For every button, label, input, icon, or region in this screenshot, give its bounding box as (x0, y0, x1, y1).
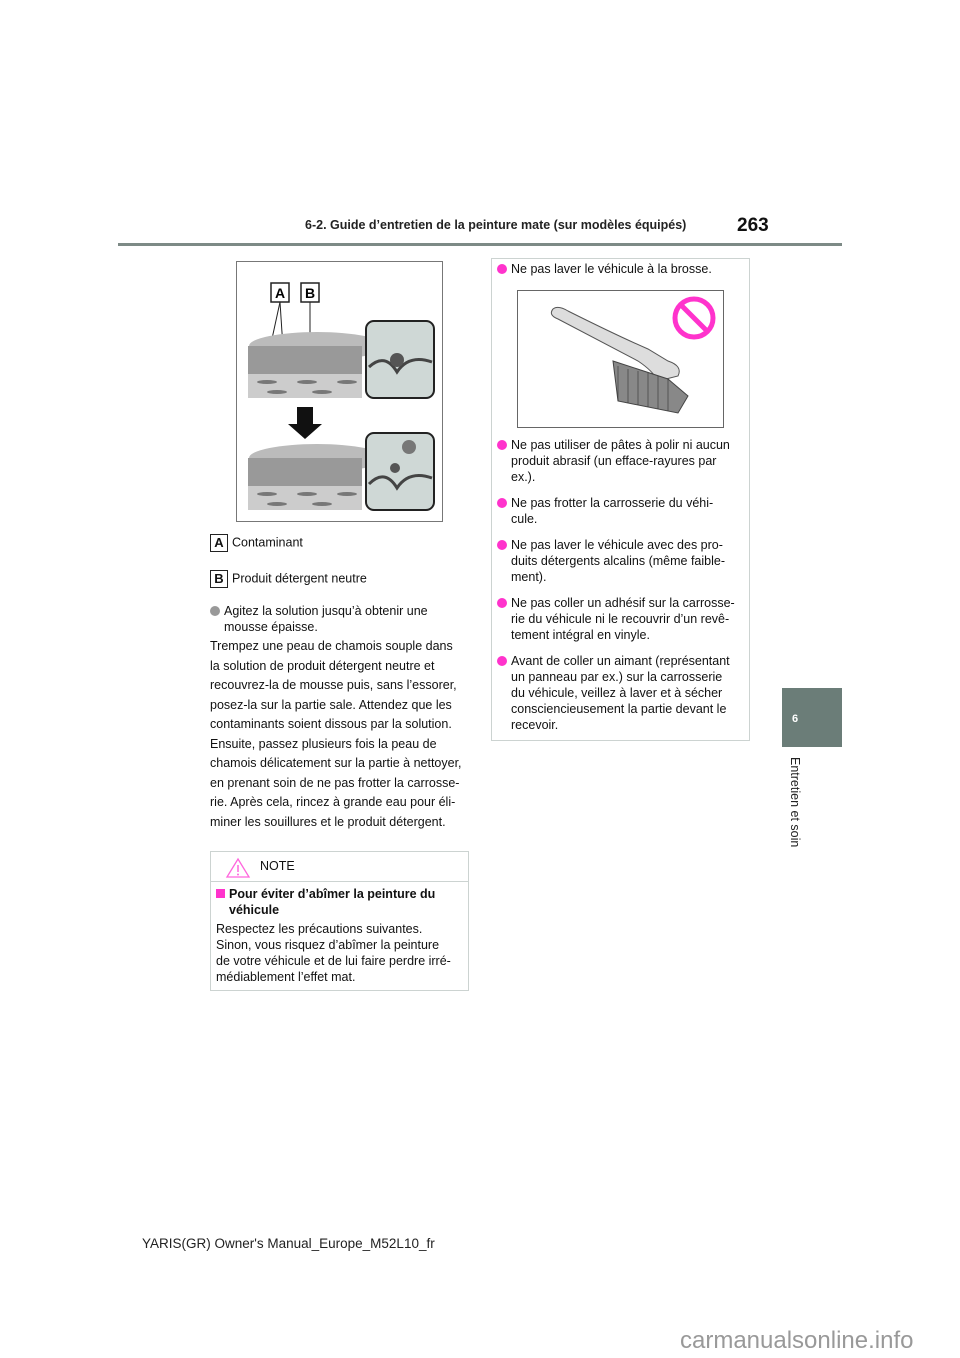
bullet-icon (497, 540, 507, 550)
precaution-item (497, 495, 713, 527)
arrow-down-icon (288, 407, 322, 439)
bullet-icon (497, 598, 507, 608)
note-heading (216, 886, 435, 918)
precaution-item (497, 437, 730, 485)
legend-text: Contaminant (232, 535, 303, 550)
bullet-text: Ne pas frotter la carrosserie du véhi- cule. (511, 496, 714, 526)
precaution-item (497, 595, 735, 643)
bullet-icon (497, 264, 507, 274)
bullet-text: Ne pas coller un adhésif sur la carrosse- rie du véhicule ni le recouvrir d’un revê- tement intégral en vinyle. (511, 596, 735, 642)
foam-cleaning-illustration (236, 261, 443, 522)
bullet-text: Avant de coller un aimant (représentant un panneau par ex.) sur la carrosserie du véhicule, veillez à laver et à sécher consciencieusement la partie devant le recevoir. (511, 654, 730, 732)
bullet-icon (497, 498, 507, 508)
legend-a (210, 534, 303, 552)
bullet-icon (210, 606, 220, 616)
bullet-icon (497, 440, 507, 450)
brush-prohibited-illustration (517, 290, 724, 428)
page-number: 263 (737, 215, 769, 236)
prohibited-icon (675, 299, 713, 337)
section-title: 6-2. Guide d’entretien de la peinture mate (sur modèles équipés) (305, 218, 687, 232)
note-box (210, 851, 469, 991)
callout-a: A (274, 285, 286, 301)
legend-b (210, 570, 367, 588)
bullet-icon (497, 656, 507, 666)
legend-key: B (210, 570, 228, 588)
note-title: NOTE (260, 859, 295, 873)
watermark: carmanualsonline.info (680, 1327, 914, 1354)
paint-layer-bottom (248, 433, 434, 510)
paint-layer-top (248, 321, 434, 398)
note-heading-text: Pour éviter d’abîmer la peinture du véhicule (229, 887, 436, 917)
left-bullet (210, 603, 470, 635)
chapter-tab[interactable]: 6 (782, 688, 842, 747)
precaution-item (497, 261, 712, 277)
footer-manual-id: YARIS(GR) Owner's Manual_Europe_M52L10_fr (142, 1236, 435, 1251)
header-rule (118, 243, 842, 246)
bullet-text: Ne pas laver le véhicule à la brosse. (511, 262, 712, 276)
precaution-item (497, 537, 725, 585)
note-body: Respectez les précautions suivantes. Sinon, vous risquez d’abîmer la peinture de votre véhicule et de lui faire perdre irré- médiablement l’effet mat. (216, 922, 451, 984)
square-bullet-icon (216, 889, 225, 898)
chapter-label: Entretien et soin (788, 757, 802, 848)
instruction-paragraph: Trempez une peau de chamois souple dans la solution de produit détergent neutre et recouvrez-la de mousse puis, sans l’essorer, posez-la sur la partie sale. Attendez que les contaminants soient dissous par la solution. Ensuite, passez plusieurs fois la peau de chamois délicatement sur la partie à nettoyer, en prenant soin de ne pas frotter la carrosse- rie. Après cela, rincez à grande eau pour éli- miner les souillures et le produit détergent. (210, 639, 462, 829)
bullet-text: Ne pas laver le véhicule avec des pro- duits détergents alcalins (même faible- ment). (511, 538, 725, 584)
precaution-item (497, 653, 730, 733)
bullet-text: Ne pas utiliser de pâtes à polir ni aucun produit abrasif (un efface-rayures par ex.). (511, 438, 730, 484)
legend-key: A (210, 534, 228, 552)
legend-text: Produit détergent neutre (232, 571, 367, 586)
warning-icon (225, 857, 251, 879)
callout-b: B (304, 285, 316, 301)
bullet-text: Agitez la solution jusqu’à obtenir une mousse épaisse. (224, 604, 428, 634)
